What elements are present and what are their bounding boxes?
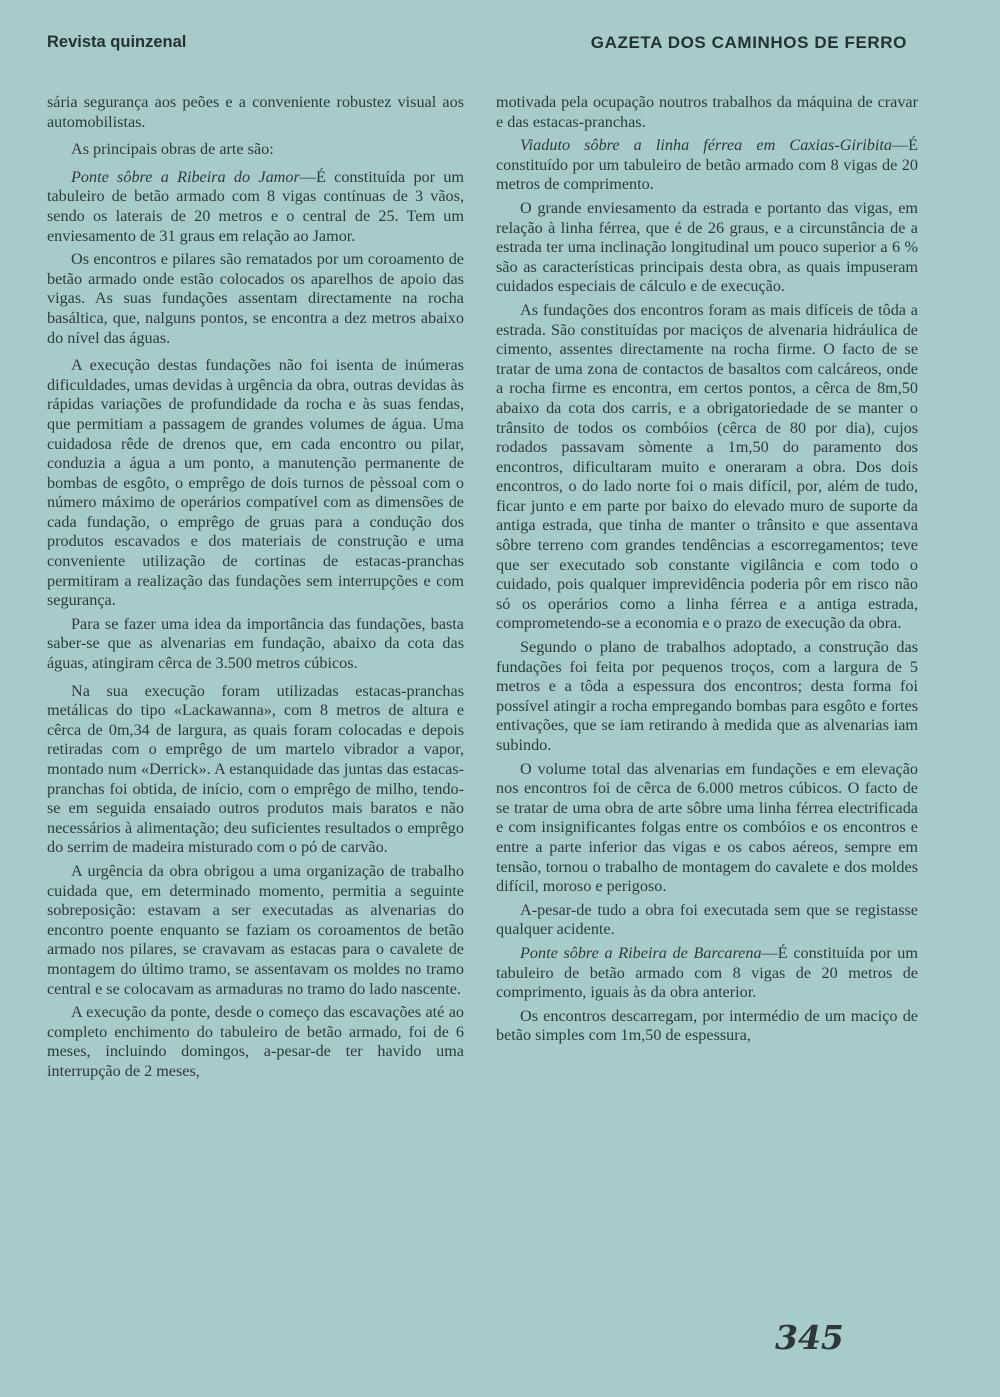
header-left: Revista quinzenal (47, 33, 187, 51)
paragraph: Os encontros e pilares são rematados por um coroamento de betão armado onde estão colocados os aparelhos de apoio das vigas. As suas fundações assentam directamente na rocha basáltica, que, nalguns pontos, se encontra a dez metros abaixo do nível das águas. (47, 250, 464, 347)
paragraph: A execução destas fundações não foi isenta de inúmeras dificuldades, umas devidas à urgência da obra, outras devidas às rápidas variações de profundidade da rocha e às suas fendas, que permitiam a passagem de grandes volumes de água. Uma cuidadosa rêde de drenos que, em cada encontro ou pilar, conduzia a água a um ponto, a manutenção permanente de bombas de esgôto, o emprêgo de dois turnos de pèssoal com o número máximo de operários compatível com as dimensões de cada fundação, o emprêgo de gruas para a condução dos produtos escavados e dos materiais de construção e uma conveniente utilização de cortinas de estacas-pranchas permitiram a realização das fundações sem interrupções e com segurança. (47, 356, 464, 610)
paragraph: Para se fazer uma idea da importância das fundações, basta saber-se que as alvenarias em fundação, abaixo da cota das águas, atingiram cêrca de 3.500 metros cúbicos. (47, 614, 464, 673)
paragraph: Ponte sôbre a Ribeira do Jamor—É constituída por um tabuleiro de betão armado com 8 vigas contínuas de 3 vãos, sendo os laterais de 20 metros e o central de 25. Tem um enviesamento de 31 graus em relação ao Jamor. (47, 167, 464, 245)
section-title: Ponte sôbre a Ribeira de Barcarena (520, 943, 762, 962)
right-column (496, 93, 918, 1050)
paragraph: A urgência da obra obrigou a uma organização de trabalho cuidada que, em determinado momento, permitia a seguinte sobreposição: estavam a ser executadas as alvenarias do encontro poente enquanto se faziam os coroamentos de betão armado nos pilares, se cravavam as estacas para o cavalete de montagem do último tramo, se assentavam os moldes no tramo central e se colocavam as armaduras no tramo do lado nascente. (47, 861, 464, 998)
left-column (47, 93, 464, 1086)
paragraph: As fundações dos encontros foram as mais difíceis de tôda a estrada. São constituídas por maciços de alvenaria hidráulica de cimento, assentes directamente na rocha firme. O facto de se tratar de uma zona de contactos de basaltos com calcáreos, onde a rocha firme es encontra, em certos pontos, a cêrca de 8m,50 abaixo da cota dos carris, e a obrigatoriedade de se manter o trânsito de todos os combóios (cêrca de 80 por dia), cujos rodados passavam sòmente a 1m,50 do paramento dos encontros, dificultaram muito e oneraram a obra. Dos dois encontros, o do lado norte foi o mais difícil, por, além de tudo, ficar junto e em parte por baixo do elevado muro de suporte da antiga estrada, que tinha de manter o trânsito e que assentava sôbre terreno com grandes tendências a escorregamentos; teve que ser executado sob constante vigilância e com todo o cuidado, pois qualquer imprevidência poderia pôr em risco não só os operários como a linha férrea e a antiga estrada, comprometendo-se a economia e o prazo de execução da obra. (496, 300, 918, 633)
paragraph: sária segurança aos peões e a conveniente robustez visual aos automobilistas. (47, 93, 464, 131)
paragraph: As principais obras de arte são: (71, 140, 274, 159)
paragraph: A-pesar-de tudo a obra foi executada sem que se registasse qualquer acidente. (496, 900, 918, 939)
paragraph: motivada pela ocupação noutros trabalhos da máquina de cravar e das estacas-pranchas. (496, 93, 918, 131)
paragraph: Viaduto sôbre a linha férrea em Caxias-Giribita—É constituído por um tabuleiro de betão armado com 8 vigas de 20 metros de comprimento. (496, 136, 918, 194)
paragraph: Na sua execução foram utilizadas estacas-pranchas metálicas do tipo «Lackawanna», com 8 metros de altura e cêrca de 0m,34 de largura, as quais foram colocadas e depois retiradas com o emprêgo de um martelo vibrador a vapor, montado num «Derrick». A estanquidade das juntas das estacas-pranchas foi obtida, de início, com o emprêgo de milho, tendo-se em seguida ensaiado outros produtos mais baratos e não necessários à alimentação; deu suficientes resultados o emprêgo do serrim de madeira misturado com o pó de carvão. (47, 681, 464, 857)
section-title: Viaduto sôbre a linha férrea em Caxias-Giribita (520, 136, 892, 155)
paragraph: Os encontros descarregam, por intermédio de um maciço de betão simples com 1m,50 de espessura, (496, 1006, 918, 1045)
paragraph: Segundo o plano de trabalhos adoptado, a construção das fundações foi feita por pequenos troços, com a largura de 5 metros e a tôda a espessura dos encontros; desta forma foi possível atingir a rocha empregando bombas para esgôto e fortes entivações, que se iam retirando à medida que as alvenarias iam subindo. (496, 638, 918, 754)
paragraph: O grande enviesamento da estrada e portanto das vigas, em relação à linha férrea, que é de 26 graus, e a circunstância de a estrada ter uma inclinação longitudinal um pouco superior a 6 % são as características principais desta obra, as quais impuseram cuidados especiais de cálculo e de execução. (496, 198, 918, 296)
page-number: 345 (775, 1318, 844, 1357)
paragraph: A execução da ponte, desde o começo das escavações até ao completo enchimento do tabuleiro de betão armado, foi de 6 meses, incluindo domingos, a-pesar-de ter havido uma interrupção de 2 meses, (47, 1003, 464, 1080)
paragraph: Ponte sôbre a Ribeira de Barcarena—É constituída por um tabuleiro de betão armado com 8 vigas de 20 metros de comprimento, iguais às da obra anterior. (496, 943, 918, 1002)
section-title: Ponte sôbre a Ribeira do Jamor (71, 167, 300, 186)
paragraph: O volume total das alvenarias em fundações e em elevação nos encontros foi de cêrca de 6.000 metros cúbicos. O facto de se tratar de uma obra de arte sôbre uma linha férrea electrificada e com insignificantes folgas entre os combóios e os encontros e entre a parte inferior das vigas e os cabos aéreos, sempre em tensão, tornou o trabalho de montagem do cavalete e dos moldes difícil, moroso e perigoso. (496, 759, 918, 896)
header-right: GAZETA DOS CAMINHOS DE FERRO (590, 33, 907, 52)
